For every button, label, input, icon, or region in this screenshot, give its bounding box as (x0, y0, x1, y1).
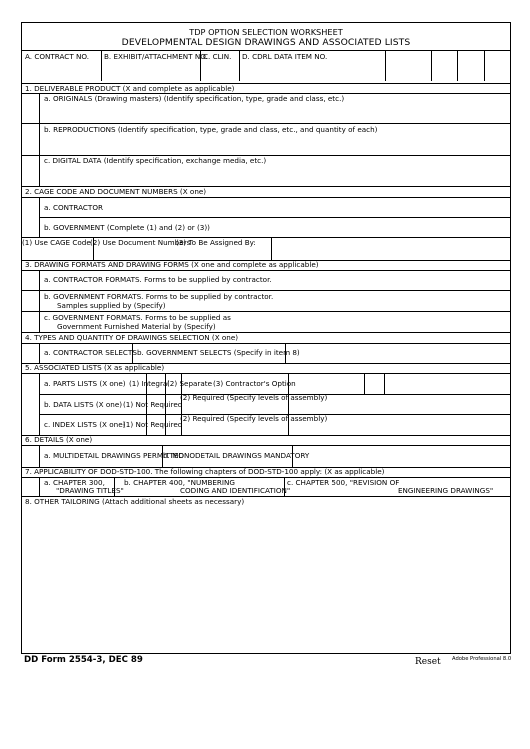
rule (22, 123, 510, 124)
gfm-supplied-by-label: Government Furnished Material by (Specify) (57, 322, 216, 331)
checkbox-column (39, 93, 40, 186)
contract-no-label: A. CONTRACT NO. (25, 52, 90, 61)
monodetail-option[interactable]: b. MONODETAIL DRAWINGS MANDATORY (163, 451, 310, 460)
parts-lists-option[interactable]: a. PARTS LISTS (X one) (44, 379, 126, 388)
contractor-selects-option[interactable]: a. CONTRACTOR SELECTS (44, 348, 137, 357)
divider (431, 51, 432, 81)
section-7-heading: 7. APPLICABILITY OF DOD-STD-100. The following chapters of DOD-STD-100 apply: (X as applicable) (25, 467, 385, 476)
rule (22, 373, 510, 374)
parts-integral-label: (1) Integral (129, 379, 170, 388)
rule (22, 445, 510, 446)
checkbox-column (39, 477, 40, 496)
section-2-heading: 2. CAGE CODE AND DOCUMENT NUMBERS (X one) (25, 187, 207, 196)
government-formats-gfm-option[interactable]: c. GOVERNMENT FORMATS. Forms to be supplied as (44, 313, 231, 322)
divider (200, 51, 201, 81)
section-4-heading: 4. TYPES AND QUANTITY OF DRAWINGS SELECTION (X one) (25, 333, 239, 342)
dd-form-2554-3 (21, 22, 511, 654)
reproductions-option[interactable]: b. REPRODUCTIONS (Identify specification, type, grade and class, etc., and quantity of each) (44, 125, 378, 134)
chapter-300-title: "DRAWING TITLES" (56, 486, 124, 495)
chapter-400-option[interactable]: b. CHAPTER 400, "NUMBERING (124, 478, 235, 487)
samples-supplied-by-label: Samples supplied by (Specify) (57, 301, 166, 310)
index-not-required-label: (1) Not Required (123, 420, 183, 429)
rule (22, 311, 510, 312)
section-8-heading: 8. OTHER TAILORING (Attach additional sheets as necessary) (25, 497, 245, 506)
rule (39, 217, 510, 218)
divider (484, 51, 485, 81)
divider (385, 51, 386, 81)
divider (384, 373, 385, 394)
parts-separate-label: (2) Separate (167, 379, 213, 388)
checkbox-column (39, 445, 40, 467)
section-3-heading: 3. DRAWING FORMATS AND DRAWING FORMS (X one and complete as applicable) (25, 260, 319, 269)
divider (101, 51, 102, 81)
parts-contractor-option-label: (3) Contractor's Option (213, 379, 296, 388)
data-lists-option[interactable]: b. DATA LISTS (X one) (44, 400, 123, 409)
rule (22, 343, 510, 344)
rule (22, 197, 510, 198)
divider (364, 373, 365, 394)
section-5-heading: 5. ASSOCIATED LISTS (X as applicable) (25, 363, 165, 372)
divider (132, 343, 133, 363)
chapter-500-option[interactable]: c. CHAPTER 500, "REVISION OF (287, 478, 400, 487)
form-title: TDP OPTION SELECTION WORKSHEET (189, 27, 343, 37)
rule (22, 270, 510, 271)
divider (457, 51, 458, 81)
government-formats-samples-option[interactable]: b. GOVERNMENT FORMATS. Forms to be supplied by contractor. (44, 292, 274, 301)
rule (22, 435, 510, 436)
rule (22, 290, 510, 291)
form-number: DD Form 2554-3, DEC 89 (24, 655, 143, 665)
cage-government-option[interactable]: b. GOVERNMENT (Complete (1) and (2) or (3)) (44, 223, 210, 232)
government-selects-option[interactable]: b. GOVERNMENT SELECTS (Specify in item 8) (137, 348, 300, 357)
clin-label: C. CLIN. (203, 52, 232, 61)
checkbox-column (39, 373, 40, 435)
divider (284, 477, 285, 496)
divider (114, 477, 115, 496)
divider (239, 51, 240, 81)
chapter-400-title: CODING AND IDENTIFICATION" (180, 486, 291, 495)
index-required-label: (2) Required (Specify levels of assembly) (180, 414, 328, 423)
divider (285, 343, 286, 363)
form-subtitle: DEVELOPMENTAL DESIGN DRAWINGS AND ASSOCIATED LISTS (121, 37, 411, 48)
use-cage-code-label: (1) Use CAGE Code (22, 238, 91, 247)
checkbox-column (39, 270, 40, 332)
originals-option[interactable]: a. ORIGINALS (Drawing masters) (Identify specification, type, grade and class, etc.) (44, 94, 345, 103)
digital-data-option[interactable]: c. DIGITAL DATA (Identify specification, exchange media, etc.) (44, 156, 267, 165)
section-6-heading: 6. DETAILS (X one) (25, 435, 93, 444)
software-label: Adobe Professional 8.0 (452, 656, 512, 662)
section-1-heading: 1. DELIVERABLE PRODUCT (X and complete as applicable) (25, 84, 235, 93)
checkbox-column (39, 343, 40, 363)
divider (93, 237, 94, 260)
data-required-label: (2) Required (Specify levels of assembly) (180, 393, 328, 402)
cage-contractor-option[interactable]: a. CONTRACTOR (44, 203, 103, 212)
multidetail-option[interactable]: a. MULTIDETAIL DRAWINGS PERMITTED (44, 451, 184, 460)
index-lists-option[interactable]: c. INDEX LISTS (X one) (44, 420, 126, 429)
to-be-assigned-label: (3) To Be Assigned By: (176, 238, 256, 247)
exhibit-no-label: B. EXHIBIT/ATTACHMENT NO. (104, 52, 208, 61)
data-not-required-label: (1) Not Required (123, 400, 183, 409)
use-document-numbers-label: (2) Use Document Numbers (90, 238, 191, 247)
divider (271, 237, 272, 260)
contractor-formats-option[interactable]: a. CONTRACTOR FORMATS. Forms to be supplied by contractor. (44, 275, 272, 284)
chapter-500-title: ENGINEERING DRAWINGS" (398, 486, 494, 495)
chapter-300-option[interactable]: a. CHAPTER 300, (44, 478, 105, 487)
rule (22, 50, 510, 51)
reset-button[interactable]: Reset (415, 657, 441, 667)
cdrl-item-label: D. CDRL DATA ITEM NO. (242, 52, 328, 61)
divider (292, 445, 293, 467)
